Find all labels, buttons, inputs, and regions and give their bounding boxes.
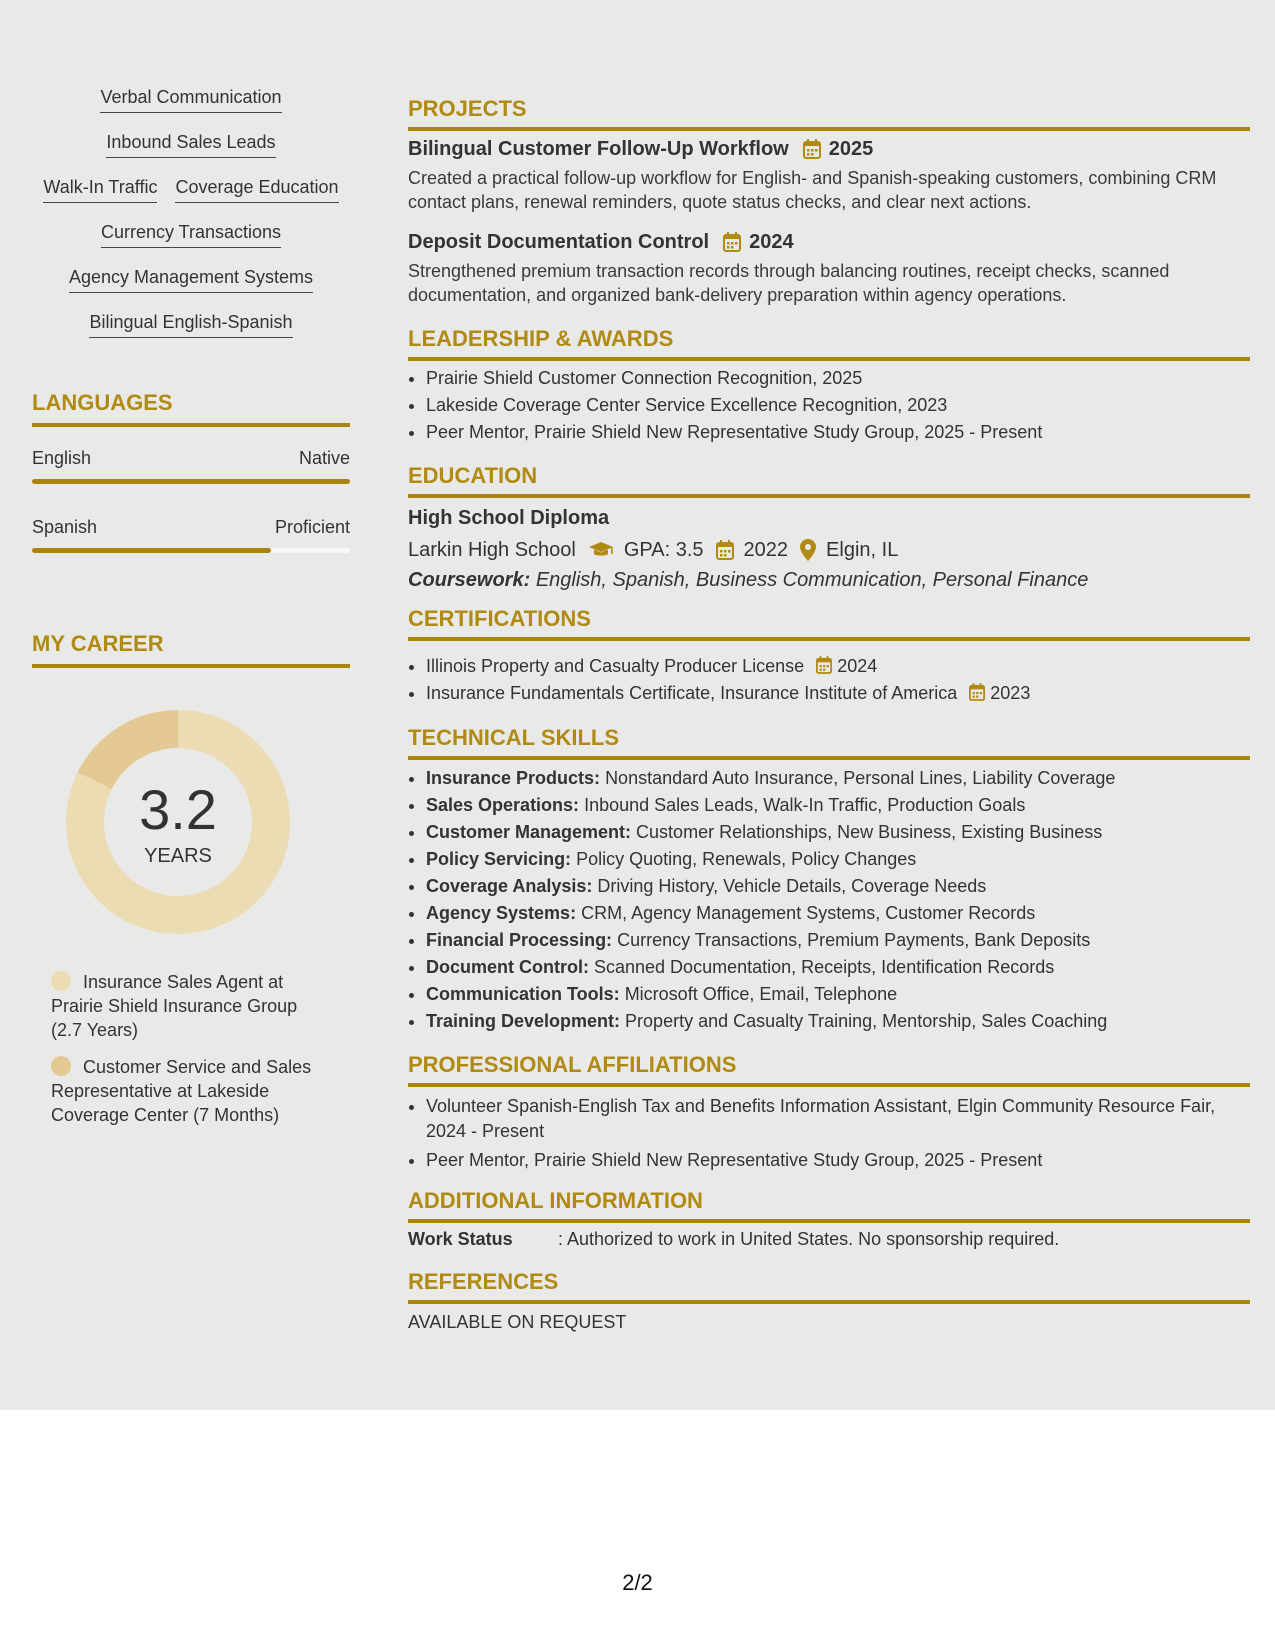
skill-tag: Coverage Education: [175, 176, 338, 203]
project-title: Deposit Documentation Control: [408, 231, 710, 253]
career-total-unit: YEARS: [144, 845, 212, 867]
list-item: • Lakeside Coverage Center Service Excellence Recognition, 2023: [426, 392, 1250, 419]
education-heading: EDUCATION: [408, 463, 1250, 498]
project-item: [408, 229, 1250, 307]
language-proficiency-bar: [32, 548, 350, 553]
project-title: Bilingual Customer Follow-Up Workflow: [408, 138, 789, 160]
leadership-heading: LEADERSHIP & AWARDS: [408, 326, 1250, 361]
affiliations-heading: PROFESSIONAL AFFILIATIONS: [408, 1052, 1250, 1087]
technical-skill-label: Coverage Analysis:: [426, 876, 593, 896]
language-proficiency-bar: [32, 479, 350, 484]
career-total-years: 3.2: [139, 778, 217, 841]
calendar-icon: [803, 139, 821, 159]
technical-skill-value: Policy Quoting, Renewals, Policy Changes: [576, 849, 917, 869]
calendar-icon: [716, 540, 734, 560]
language-item: [32, 448, 350, 484]
projects-heading: PROJECTS: [408, 96, 1250, 131]
technical-skill-item: [426, 1008, 1250, 1035]
skill-tag: Walk-In Traffic: [43, 176, 157, 203]
technical-skills-heading: TECHNICAL SKILLS: [408, 725, 1250, 760]
technical-skill-item: [426, 981, 1250, 1008]
technical-skill-label: Communication Tools:: [426, 984, 620, 1004]
technical-skill-value: Property and Casualty Training, Mentorship, Sales Coaching: [625, 1011, 1108, 1031]
skill-tag: Agency Management Systems: [69, 266, 313, 293]
language-proficiency-fill: [32, 479, 350, 484]
technical-skill-item: [426, 954, 1250, 981]
certifications-heading: CERTIFICATIONS: [408, 606, 1250, 641]
list-item: [426, 680, 1250, 707]
career-legend-dot: [51, 971, 71, 991]
work-status-label: Work Status: [408, 1229, 513, 1249]
technical-skill-item: [426, 873, 1250, 900]
project-year: 2024: [749, 231, 794, 253]
education-degree: High School Diploma: [408, 507, 610, 529]
technical-skill-value: CRM, Agency Management Systems, Customer Records: [581, 903, 1036, 923]
skill-tag-row: [32, 266, 350, 293]
skill-tag-row: [32, 311, 350, 338]
technical-skill-label: Insurance Products:: [426, 768, 601, 788]
skill-tag-row: [32, 86, 350, 113]
certification-year: 2024: [837, 656, 878, 676]
technical-skill-label: Customer Management:: [426, 822, 632, 842]
technical-skill-item: [426, 792, 1250, 819]
list-item: • Volunteer Spanish-English Tax and Benefits Information Assistant, Elgin Community Resource Fair, 2024 - Present: [426, 1094, 1250, 1144]
skill-tag-row: [32, 131, 350, 158]
project-description: Created a practical follow-up workflow for English- and Spanish-speaking customers, combining CRM contact plans, renewal reminders, quote status checks, and clear next actions.: [408, 168, 1217, 212]
skill-tag: Bilingual English-Spanish: [89, 311, 292, 338]
technical-skill-item: [426, 900, 1250, 927]
education-year: 2022: [743, 539, 789, 561]
education-location: Elgin, IL: [826, 539, 899, 561]
project-item: [408, 136, 1250, 214]
list-item: [426, 653, 1250, 680]
technical-skill-value: Microsoft Office, Email, Telephone: [624, 984, 898, 1004]
technical-skill-item: [426, 927, 1250, 954]
technical-skill-label: Sales Operations:: [426, 795, 580, 815]
technical-skill-label: Agency Systems:: [426, 903, 577, 923]
technical-skill-value: Currency Transactions, Premium Payments, Bank Deposits: [617, 930, 1091, 950]
project-year: 2025: [828, 138, 874, 160]
calendar-icon: [969, 683, 985, 701]
education-item: [408, 505, 1250, 595]
technical-skill-label: Policy Servicing:: [426, 849, 572, 869]
work-status-value: : Authorized to work in United States. No sponsorship required.: [558, 1229, 1060, 1249]
technical-skill-value: Customer Relationships, New Business, Existing Business: [636, 822, 1103, 842]
language-item: [32, 517, 350, 553]
list-item: • Peer Mentor, Prairie Shield New Representative Study Group, 2025 - Present: [426, 1148, 1250, 1173]
certification-year: 2023: [990, 683, 1031, 703]
calendar-icon: [723, 232, 741, 252]
references-heading: REFERENCES: [408, 1269, 1250, 1304]
certification-name: Insurance Fundamentals Certificate, Insurance Institute of America: [426, 683, 958, 703]
list-item: • Peer Mentor, Prairie Shield New Representative Study Group, 2025 - Present: [426, 419, 1250, 446]
technical-skill-value: Scanned Documentation, Receipts, Identification Records: [594, 957, 1055, 977]
technical-skill-label: Training Development:: [426, 1011, 621, 1031]
work-status-row: [408, 1229, 1250, 1250]
list-item: • Prairie Shield Customer Connection Recognition, 2025: [426, 365, 1250, 392]
project-description: Strengthened premium transaction records through balancing routines, receipt checks, scanned documentation, and organized bank-delivery preparation within agency operations.: [408, 261, 1170, 305]
language-name: Spanish: [32, 517, 98, 537]
location-pin-icon: [800, 539, 816, 561]
skill-tag-row: [32, 221, 350, 248]
career-donut-chart: [66, 710, 290, 934]
skill-tag: Verbal Communication: [100, 86, 281, 113]
technical-skill-item: [426, 819, 1250, 846]
language-proficiency-fill: [32, 548, 271, 553]
skill-tag: Currency Transactions: [101, 221, 281, 248]
technical-skill-value: Nonstandard Auto Insurance, Personal Lines, Liability Coverage: [605, 768, 1116, 788]
language-level: Proficient: [274, 517, 350, 537]
career-legend-text: Customer Service and Sales Representative at Lakeside Coverage Center (7 Months): [51, 1057, 312, 1125]
coursework-label: Coursework:: [408, 569, 531, 591]
technical-skill-label: Financial Processing:: [426, 930, 613, 950]
graduation-cap-icon: [588, 541, 614, 559]
certification-name: Illinois Property and Casualty Producer License: [426, 656, 805, 676]
leadership-list: [408, 365, 1250, 446]
languages-heading: LANGUAGES: [32, 390, 350, 427]
language-name: English: [32, 448, 92, 468]
technical-skill-value: Driving History, Vehicle Details, Coverage Needs: [597, 876, 987, 896]
career-legend-item: [51, 1055, 331, 1127]
certifications-list: [408, 653, 1250, 707]
career-legend-text: Insurance Sales Agent at Prairie Shield Insurance Group (2.7 Years): [51, 972, 298, 1040]
affiliations-list: [408, 1094, 1250, 1173]
education-coursework: [408, 565, 1250, 595]
education-school: Larkin High School: [408, 539, 576, 561]
calendar-icon: [816, 656, 832, 674]
career-legend-dot: [51, 1056, 71, 1076]
additional-info-heading: ADDITIONAL INFORMATION: [408, 1188, 1250, 1223]
career-legend-item: [51, 970, 331, 1042]
page-number: 2/2: [622, 1570, 653, 1595]
technical-skills-list: [408, 765, 1250, 1035]
references-text: AVAILABLE ON REQUEST: [408, 1312, 627, 1332]
language-level: Native: [298, 448, 350, 468]
education-gpa: GPA: 3.5: [623, 539, 704, 561]
technical-skill-value: Inbound Sales Leads, Walk-In Traffic, Production Goals: [584, 795, 1026, 815]
coursework-value: English, Spanish, Business Communication, Personal Finance: [535, 569, 1089, 591]
skill-tag: Inbound Sales Leads: [106, 131, 275, 158]
technical-skill-item: [426, 846, 1250, 873]
career-heading: MY CAREER: [32, 631, 350, 668]
skill-tag-row: [32, 176, 350, 203]
technical-skill-item: [426, 765, 1250, 792]
technical-skill-label: Document Control:: [426, 957, 589, 977]
